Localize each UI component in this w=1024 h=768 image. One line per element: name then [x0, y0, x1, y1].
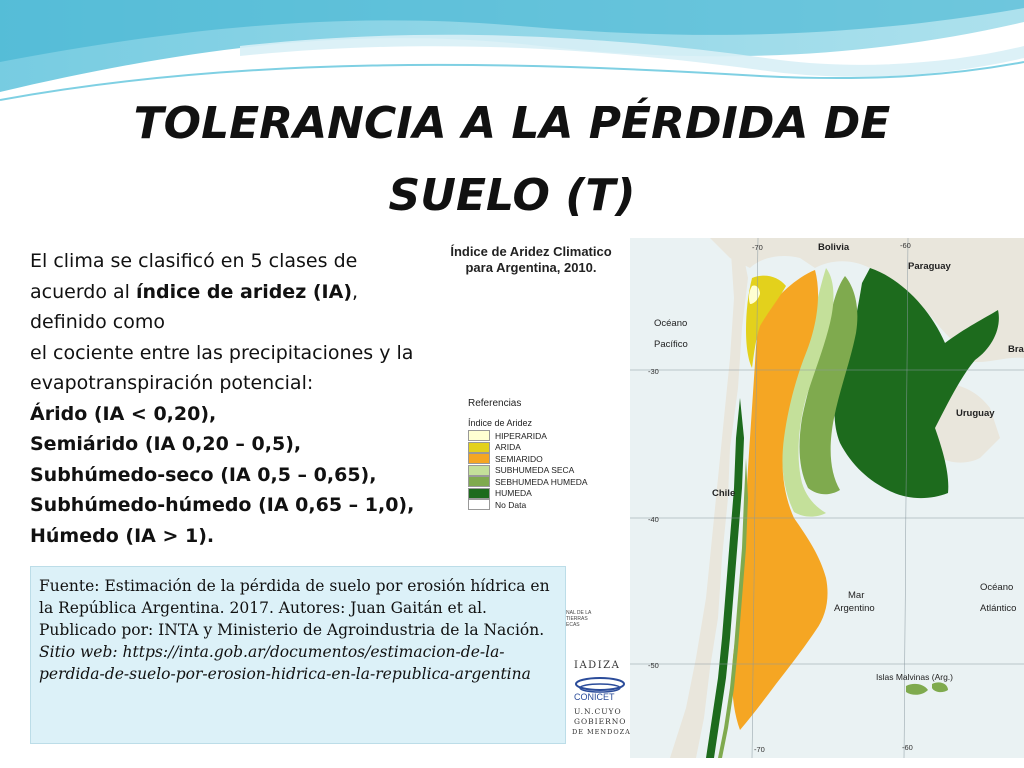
label-chile: Chile [712, 488, 736, 499]
legend-label: SUBHUMEDA SECA [495, 465, 575, 476]
label-oceano-atlantico-2: Atlántico [980, 603, 1017, 614]
definition-paragraph: el cociente entre las precipitaciones y la evapotranspiración potencial: [30, 341, 414, 394]
map-title-line-2: para Argentina, 2010. [465, 260, 597, 275]
source-website[interactable]: Sitio web: https://inta.gob.ar/documentos/estimacion-de-la-perdida-de-suelo-por-erosion-hidrica-en-la-republica-argentina [39, 643, 531, 683]
label-paraguay: Paraguay [908, 261, 951, 272]
label-bolivia: Bolivia [818, 242, 850, 253]
legend-label: SEBHUMEDA HUMEDA [495, 476, 588, 487]
intro-text: El clima se clasificó en 5 clases de acuerdo al [30, 250, 358, 303]
tick-lat-s50: -50 [648, 661, 659, 670]
intro-paragraph [30, 246, 430, 338]
legend-swatch [468, 476, 490, 487]
label-bra: Bra [1008, 344, 1024, 355]
class-label: Subhúmedo-húmedo (IA 0,65 – 1,0), [30, 494, 415, 516]
label-oceano-pacifico-1: Océano [654, 318, 688, 329]
tick-lat-s30: -30 [648, 367, 659, 376]
label-uruguay: Uruguay [956, 408, 995, 419]
source-citation-box [30, 566, 566, 744]
class-label: Subhúmedo-seco (IA 0,5 – 0,65), [30, 463, 377, 486]
logo-uncuyo-2: GOBIERNO [574, 717, 627, 726]
class-label: Árido (IA < 0,20), [30, 402, 217, 425]
slide-title [0, 88, 1024, 232]
slide-title-line-2: SUELO (T) [388, 170, 636, 221]
label-mar-argentino-2: Argentino [834, 603, 875, 614]
label-mar-argentino-1: Mar [848, 590, 865, 601]
legend-item [468, 465, 588, 477]
map-title-line-1: Índice de Aridez Climatico [450, 244, 612, 259]
legend-item [468, 476, 588, 488]
label-oceano-atlantico-1: Océano [980, 582, 1014, 593]
map-title [432, 244, 630, 276]
logo-text-1b: TIERRAS [566, 616, 588, 622]
class-humedo [30, 521, 430, 552]
intro-bold-term: índice de aridez (IA) [135, 280, 353, 303]
legend-swatch [468, 499, 490, 510]
climate-classes-text [30, 246, 430, 551]
legend-swatch [468, 453, 490, 464]
label-malvinas: Islas Malvinas (Arg.) [876, 672, 953, 682]
class-arido [30, 399, 430, 430]
legend-swatch [468, 488, 490, 499]
legend-label: ARIDA [495, 442, 521, 453]
logo-text-1c: ECAS [566, 622, 580, 628]
legend-swatch [468, 442, 490, 453]
logo-uncuyo-1: U.N.CUYO [574, 707, 622, 716]
legend-label: No Data [495, 499, 527, 510]
legend-swatch [468, 430, 490, 441]
tick-lon-w70-bottom: -70 [754, 745, 765, 754]
legend-item [468, 453, 588, 465]
slide-title-line-1: TOLERANCIA A LA PÉRDIDA DE [133, 98, 891, 149]
class-semiarido [30, 429, 430, 460]
legend-label: HIPERARIDA [495, 430, 547, 441]
tick-lat-s40: -40 [648, 515, 659, 524]
tick-lon-w60-top: -60 [900, 241, 911, 250]
legend-label: HUMEDA [495, 488, 532, 499]
logo-conicet: CONICET [574, 692, 615, 702]
class-subhumedo-humedo [30, 490, 430, 521]
tick-lon-w70-top: -70 [752, 243, 763, 252]
legend-subheading: Índice de Aridez [468, 418, 533, 428]
source-text: Fuente: Estimación de la pérdida de suelo por erosión hídrica en la República Argentina. 2017. Autores: Juan Gaitán et al. Publicado por: INTA y Ministerio de Agroindustria de la Nación. [39, 577, 550, 639]
logo-text-1a: NAL DE LA [566, 610, 592, 616]
legend-item [468, 442, 588, 454]
legend-item [468, 488, 588, 500]
legend-swatch [468, 465, 490, 476]
legend-item [468, 499, 588, 511]
legend-item [468, 430, 588, 442]
intro-text-end: , definido como [30, 280, 359, 333]
label-oceano-pacifico-2: Pacífico [654, 339, 688, 350]
aridity-map [630, 238, 1024, 758]
institution-logos [566, 600, 632, 750]
class-label: Semiárido (IA 0,20 – 0,5), [30, 433, 302, 455]
logo-uncuyo-3: DE MENDOZA [572, 728, 631, 736]
legend-list [468, 430, 588, 511]
class-subhumedo-seco [30, 460, 430, 491]
legend-label: SEMIARIDO [495, 453, 543, 464]
logo-iadiza: IADIZA [574, 660, 621, 671]
class-label: Húmedo (IA > 1). [30, 524, 215, 547]
legend-heading: Referencias [468, 398, 522, 409]
tick-lon-w60-bottom: -60 [902, 743, 913, 752]
